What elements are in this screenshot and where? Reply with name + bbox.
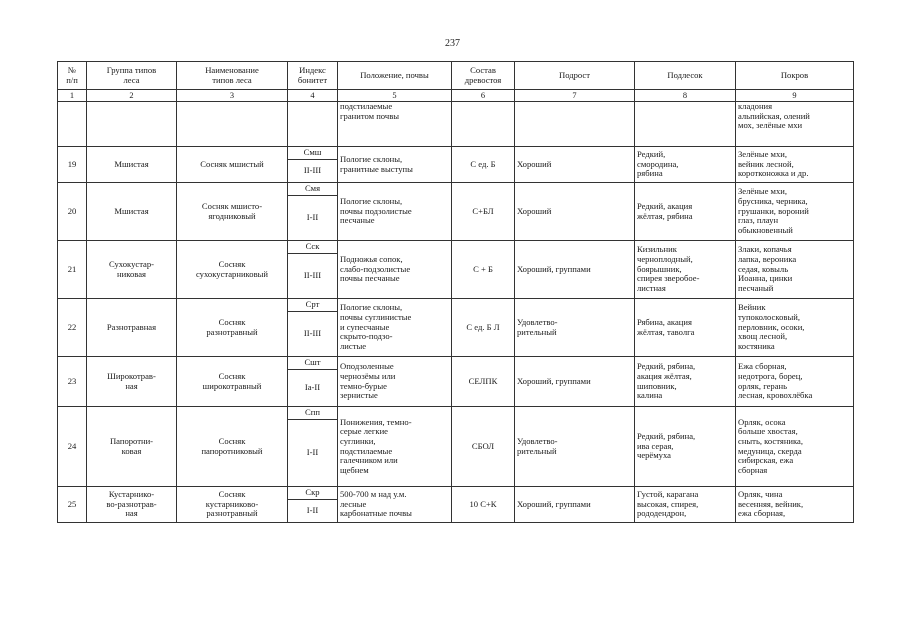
header-index: Индекс бонитет — [288, 62, 338, 90]
cell-undergrowth: Удовлетво- рительный — [515, 299, 635, 357]
column-number: 6 — [452, 90, 515, 102]
header-composition: Состав древостоя — [452, 62, 515, 90]
column-number: 8 — [635, 90, 736, 102]
column-number: 4 — [288, 90, 338, 102]
cell-underbrush: Густой, карагана высокая, спирея, рододендрон, — [635, 487, 736, 523]
cell-num: 20 — [58, 183, 87, 241]
cell-position: подстилаемые гранитом почвы — [338, 102, 452, 147]
cell-name: Сосняк папоротниковый — [177, 407, 288, 487]
cell-cover: кладония альпийская, олений мох, зелёные мхи — [736, 102, 854, 147]
cell-position: Пологие склоны, почвы суглинистые и супесчаные скрыто-подзо- листые — [338, 299, 452, 357]
cell-cover: Орляк, чина весенняя, вейник, ежа сборная, — [736, 487, 854, 523]
cell-cover: Злаки, копачья лапка, вероника седая, ковыль Иоанна, цинки песчаный — [736, 241, 854, 299]
cell-position: 500-700 м над у.м. лесные карбонатные почвы — [338, 487, 452, 523]
cell-position: Пологие склоны, гранитные выступы — [338, 147, 452, 183]
cell-num: 21 — [58, 241, 87, 299]
cell-composition — [452, 102, 515, 147]
column-number: 5 — [338, 90, 452, 102]
cell-name: Сосняк кустарниково- разнотравный — [177, 487, 288, 523]
continuation-row — [58, 102, 854, 147]
cell-underbrush: Рябина, акация жёлтая, таволга — [635, 299, 736, 357]
cell-group: Разнотравная — [87, 299, 177, 357]
cell-cover: Зелёные мхи, вейник лесной, коротконожка и др. — [736, 147, 854, 183]
cell-index — [288, 102, 338, 147]
cell-position: Подножья сопок, слабо-подзолистые почвы песчаные — [338, 241, 452, 299]
column-number: 9 — [736, 90, 854, 102]
cell-num: 25 — [58, 487, 87, 523]
header-num: № п/п — [58, 62, 87, 90]
cell-underbrush: Редкий, рябина, ива серая, черёмуха — [635, 407, 736, 487]
cell-group: Кустарнико- во-разнотрав- ная — [87, 487, 177, 523]
cell-num: 24 — [58, 407, 87, 487]
forest-types-table — [57, 61, 854, 523]
cell-undergrowth: Хороший, группами — [515, 241, 635, 299]
cell-name: Сосняк мшисто- ягодниковый — [177, 183, 288, 241]
cell-undergrowth: Хороший — [515, 147, 635, 183]
cell-name: Сосняк мшистый — [177, 147, 288, 183]
header-undergrowth: Подрост — [515, 62, 635, 90]
cell-name: Сосняк сухокустарниковый — [177, 241, 288, 299]
cell-position: Пологие склоны, почвы подзолистые песчаные — [338, 183, 452, 241]
table-row — [58, 147, 854, 160]
cell-index: Спп — [288, 407, 338, 420]
header-cover: Покров — [736, 62, 854, 90]
cell-underbrush — [635, 102, 736, 147]
column-number: 3 — [177, 90, 288, 102]
cell-bonitet: II-III — [288, 160, 338, 183]
cell-index: Сшт — [288, 357, 338, 370]
page-number: 237 — [445, 38, 460, 49]
cell-bonitet: II-III — [288, 254, 338, 299]
cell-group: Мшистая — [87, 147, 177, 183]
cell-bonitet: II-III — [288, 312, 338, 357]
table-row — [58, 241, 854, 254]
cell-index: Скр — [288, 487, 338, 500]
cell-undergrowth — [515, 102, 635, 147]
cell-num: 22 — [58, 299, 87, 357]
column-number-row — [58, 90, 854, 102]
column-number: 2 — [87, 90, 177, 102]
cell-composition: СЕЛПК — [452, 357, 515, 407]
cell-underbrush: Редкий, акация жёлтая, рябина — [635, 183, 736, 241]
cell-undergrowth: Хороший — [515, 183, 635, 241]
cell-group — [87, 102, 177, 147]
cell-composition: С + Б — [452, 241, 515, 299]
column-number: 1 — [58, 90, 87, 102]
cell-num — [58, 102, 87, 147]
cell-underbrush: Редкий, смородина, рябина — [635, 147, 736, 183]
cell-underbrush: Кизильник черноплодный, боярышник, спирея зверобое- листная — [635, 241, 736, 299]
cell-group: Мшистая — [87, 183, 177, 241]
cell-group: Широкотрав- ная — [87, 357, 177, 407]
cell-cover: Вейник тупоколосковый, перловник, осоки, хвощ лесной, костяника — [736, 299, 854, 357]
header-underbrush: Подлесок — [635, 62, 736, 90]
cell-position: Понижения, темно- серые легкие суглинки, подстилаемые галечником или щебнем — [338, 407, 452, 487]
cell-composition: 10 С+К — [452, 487, 515, 523]
header-row — [58, 62, 854, 90]
header-name: Наименование типов леса — [177, 62, 288, 90]
cell-underbrush: Редкий, рябина, акация жёлтая, шиповник, калина — [635, 357, 736, 407]
cell-composition: С+БЛ — [452, 183, 515, 241]
cell-group: Папоротни- ковая — [87, 407, 177, 487]
cell-bonitet: Ia-II — [288, 370, 338, 407]
cell-group: Сухокустар- никовая — [87, 241, 177, 299]
cell-name: Сосняк разнотравный — [177, 299, 288, 357]
header-position: Положение, почвы — [338, 62, 452, 90]
cell-bonitet: I-II — [288, 196, 338, 241]
cell-name — [177, 102, 288, 147]
cell-index: Сск — [288, 241, 338, 254]
cell-index: Срт — [288, 299, 338, 312]
table-row — [58, 487, 854, 500]
cell-num: 19 — [58, 147, 87, 183]
cell-name: Сосняк широкотравный — [177, 357, 288, 407]
cell-cover: Ежа сборная, недотрога, борец, орляк, герань лесная, кровохлёбка — [736, 357, 854, 407]
cell-bonitet: I-II — [288, 420, 338, 487]
table-row — [58, 299, 854, 312]
cell-cover: Орляк, осока больше хвостая, сныть, костяника, медуница, скерда сибирская, ежа сборная — [736, 407, 854, 487]
column-number: 7 — [515, 90, 635, 102]
cell-position: Оподзоленные чернозёмы или темно-бурые зернистые — [338, 357, 452, 407]
cell-undergrowth: Хороший, группами — [515, 487, 635, 523]
cell-num: 23 — [58, 357, 87, 407]
table-row — [58, 183, 854, 196]
header-group: Группа типов леса — [87, 62, 177, 90]
cell-bonitet: I-II — [288, 500, 338, 523]
cell-index: Смш — [288, 147, 338, 160]
table-row — [58, 357, 854, 370]
cell-composition: СБОЛ — [452, 407, 515, 487]
cell-undergrowth: Хороший, группами — [515, 357, 635, 407]
table-row — [58, 407, 854, 420]
cell-index: Смя — [288, 183, 338, 196]
cell-composition: С ед. Б Л — [452, 299, 515, 357]
cell-cover: Зелёные мхи, брусника, черника, грушанки, вороний глаз, плаун обыкновенный — [736, 183, 854, 241]
cell-composition: С ед. Б — [452, 147, 515, 183]
cell-undergrowth: Удовлетво- рительный — [515, 407, 635, 487]
